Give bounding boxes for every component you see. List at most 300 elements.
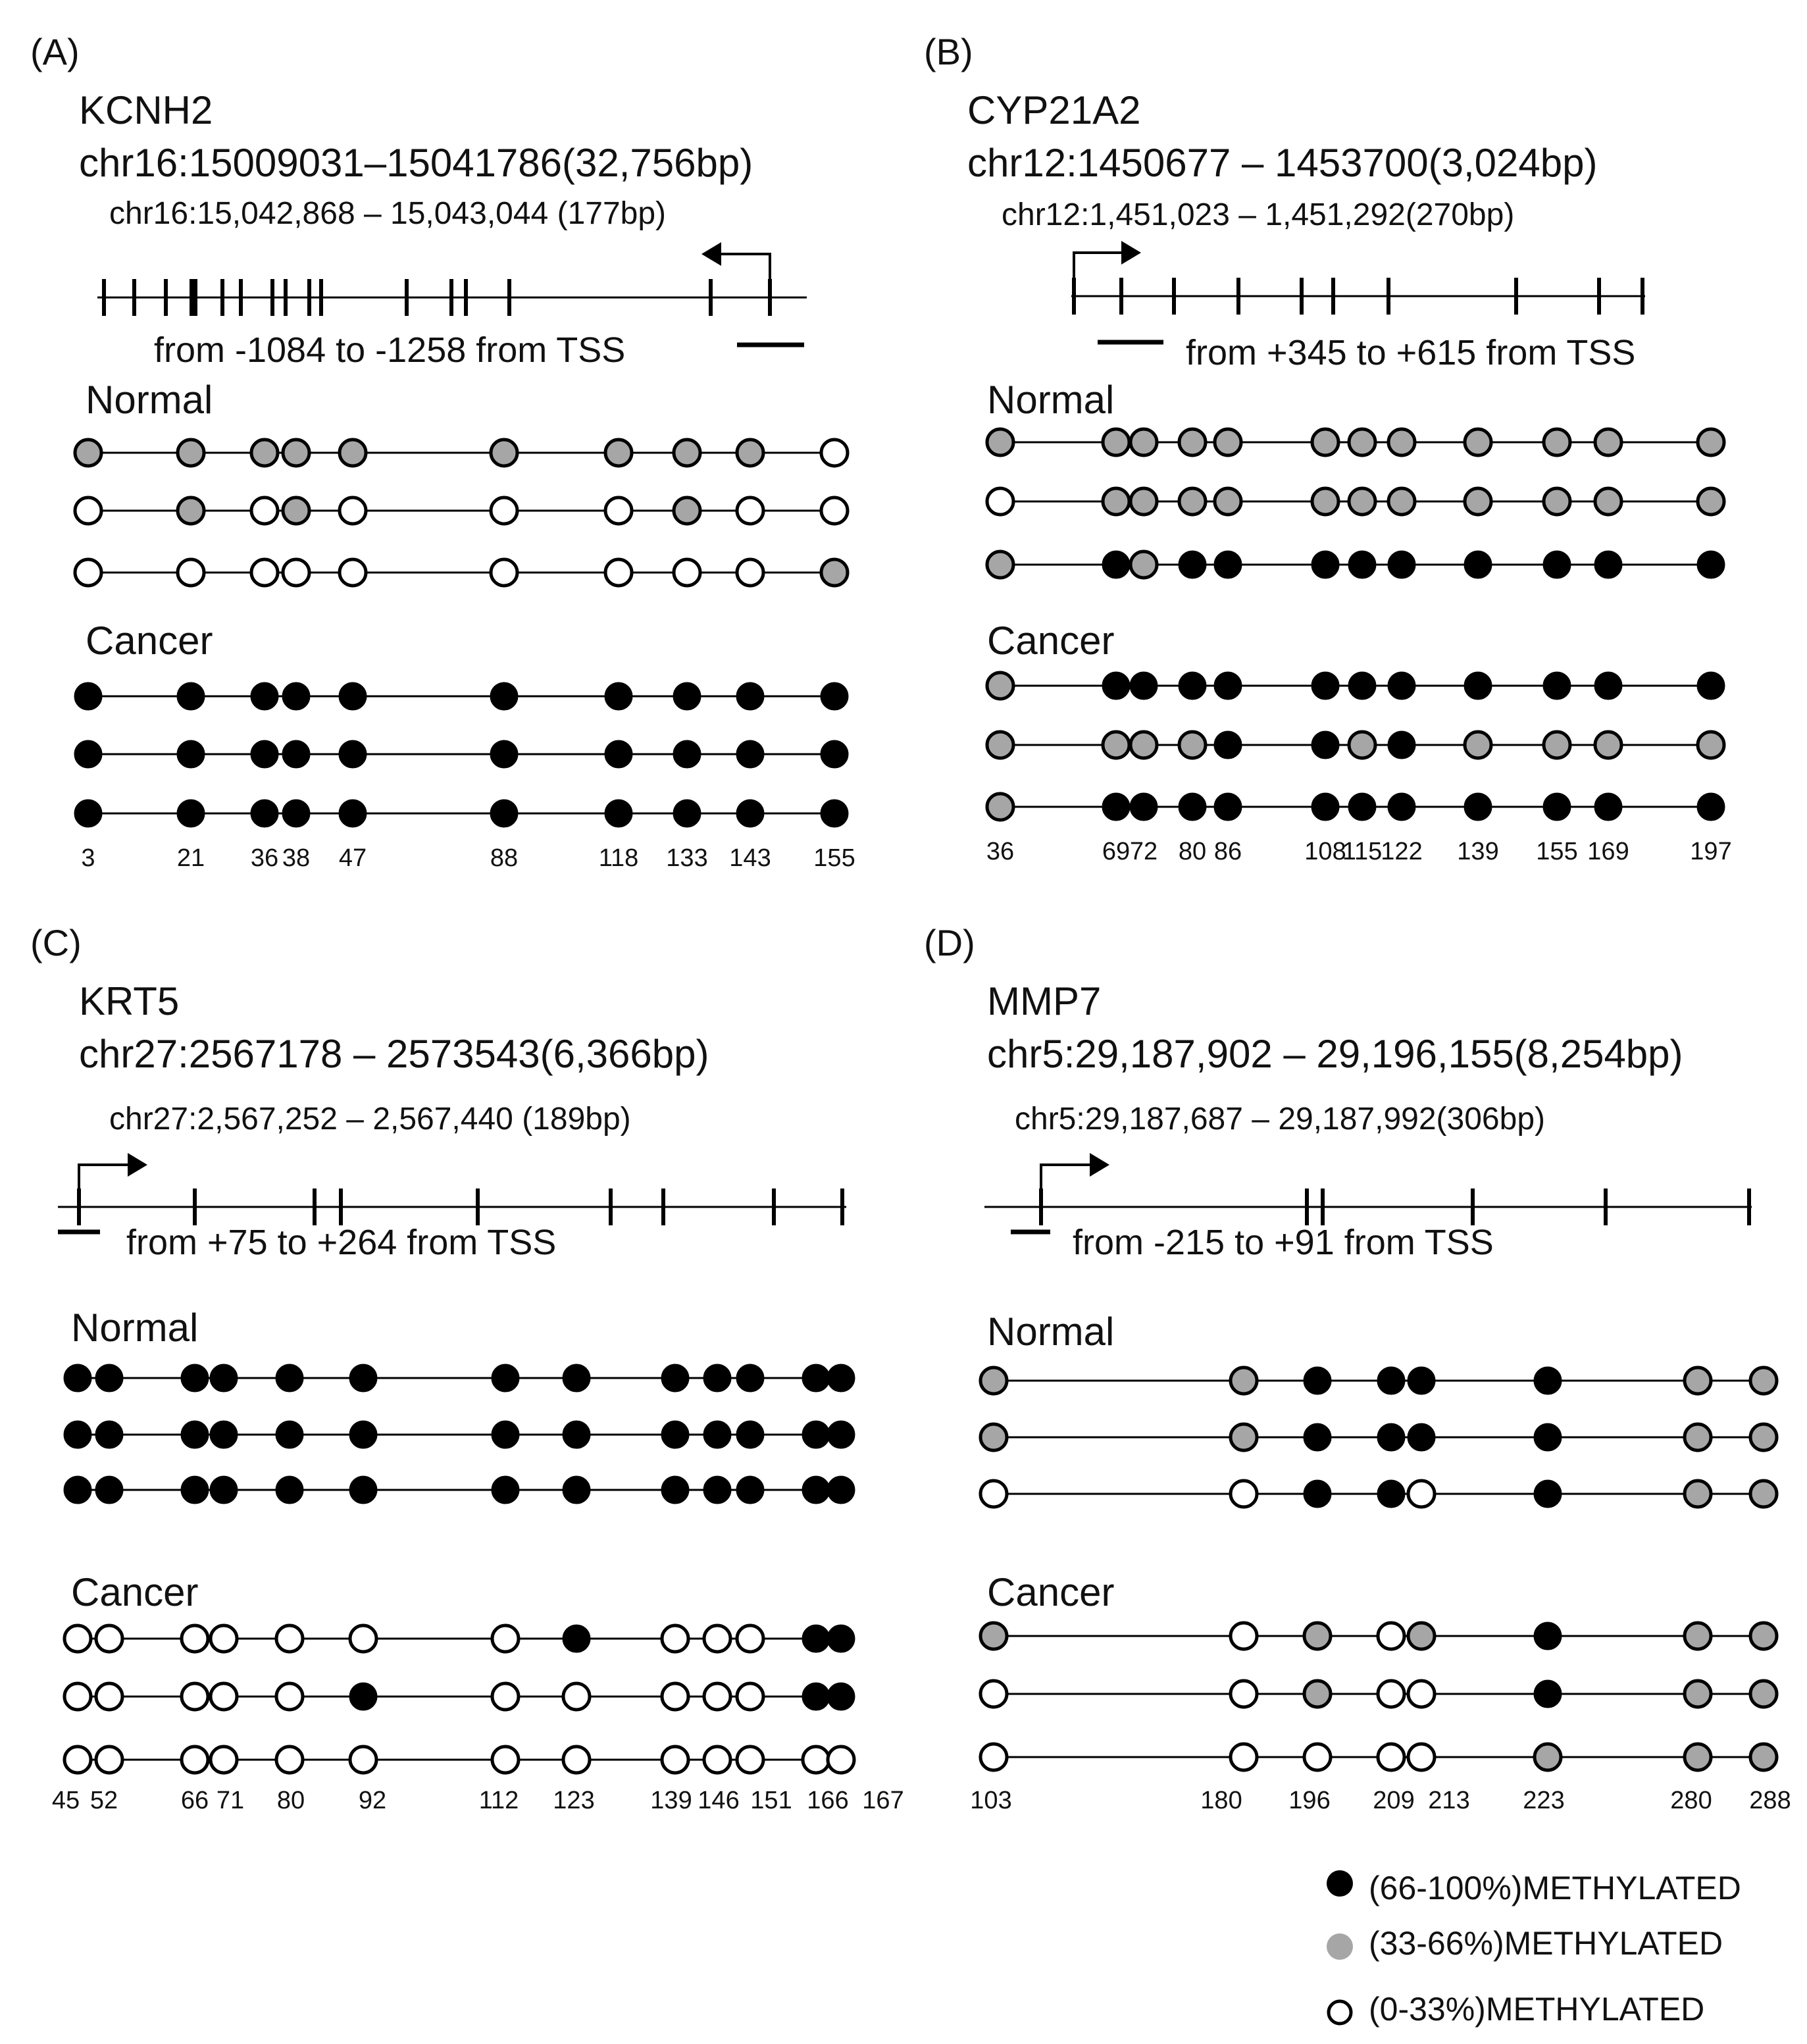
cpg-site-low: [1378, 1623, 1404, 1649]
cpg-position-label: 146: [698, 1787, 740, 1814]
cpg-position-label: 167: [862, 1787, 904, 1814]
cpg-site-high: [1378, 1481, 1404, 1507]
cpg-site-high: [674, 800, 700, 827]
cpg-site-high: [1408, 1424, 1435, 1450]
cpg-site-low: [737, 1683, 763, 1710]
cpg-site-high: [350, 1421, 376, 1448]
cpg-site-high: [1312, 732, 1338, 758]
cpg-site-high: [803, 1365, 829, 1391]
cpg-site-high: [803, 1477, 829, 1503]
cpg-site-mid: [1179, 732, 1206, 758]
region-description: from +75 to +264 from TSS: [126, 1223, 557, 1262]
cpg-site-high: [1388, 794, 1415, 820]
cpg-site-high: [178, 683, 204, 709]
cpg-site-high: [1465, 794, 1491, 820]
cpg-position-label: 123: [553, 1787, 595, 1814]
cpg-site-high: [563, 1625, 590, 1652]
cpg-site-mid: [1698, 732, 1724, 758]
cancer-label: Cancer: [987, 619, 1115, 663]
cpg-position-label: 66: [180, 1787, 209, 1814]
cpg-site-high: [350, 1365, 376, 1391]
cpg-site-low: [737, 1747, 763, 1773]
legend: [1327, 1870, 1741, 2028]
cpg-site-mid: [1750, 1681, 1777, 1707]
cpg-site-high: [737, 683, 763, 709]
gene-name: KRT5: [79, 979, 180, 1023]
cpg-site-low: [1378, 1681, 1404, 1707]
cpg-site-mid: [1388, 488, 1415, 515]
cpg-site-mid: [1349, 488, 1375, 515]
cpg-site-low: [340, 559, 366, 586]
cpg-site-high: [96, 1421, 122, 1448]
cpg-site-high: [704, 1365, 730, 1391]
gene-name: KCNH2: [79, 88, 213, 132]
cpg-site-low: [662, 1683, 688, 1710]
cpg-site-high: [1304, 1367, 1331, 1394]
cpg-site-high: [340, 741, 366, 767]
cpg-site-low: [563, 1683, 590, 1710]
cpg-site-high: [1103, 551, 1129, 578]
panel-label: (D): [924, 922, 975, 963]
cpg-site-high: [1349, 673, 1375, 699]
cpg-site-low: [64, 1683, 91, 1710]
cpg-site-low: [182, 1683, 208, 1710]
cpg-site-high: [828, 1365, 854, 1391]
cpg-site-high: [211, 1365, 237, 1391]
cpg-site-low: [828, 1747, 854, 1773]
cpg-position-label: 115: [1342, 838, 1383, 865]
panel-label: (A): [30, 31, 80, 72]
legend-swatch-mid: [1327, 1933, 1353, 1960]
cpg-site-high: [182, 1365, 208, 1391]
cpg-site-mid: [987, 551, 1013, 578]
cpg-site-mid: [1544, 488, 1570, 515]
cpg-site-high: [276, 1421, 303, 1448]
cpg-site-mid: [980, 1424, 1007, 1450]
legend-item-mid: [1327, 1925, 1723, 1962]
cpg-position-label: 155: [813, 844, 855, 872]
cpg-position-label: 139: [650, 1787, 692, 1814]
cpg-site-low: [492, 1625, 519, 1652]
cpg-position-label: 47: [338, 844, 367, 872]
cpg-site-mid: [1595, 488, 1621, 515]
cpg-site-high: [1215, 673, 1241, 699]
cpg-site-low: [75, 498, 101, 524]
cpg-site-high: [1388, 732, 1415, 758]
legend-item-high: [1327, 1870, 1741, 1906]
panel-label: (B): [924, 31, 973, 72]
cpg-site-high: [276, 1365, 303, 1391]
cpg-site-mid: [1131, 732, 1157, 758]
cpg-site-high: [1179, 551, 1206, 578]
cpg-site-low: [704, 1747, 730, 1773]
cpg-site-mid: [987, 732, 1013, 758]
cpg-site-high: [96, 1477, 122, 1503]
cpg-site-high: [1465, 673, 1491, 699]
cpg-position-label: 133: [666, 844, 708, 872]
cpg-position-label: 52: [89, 1787, 118, 1814]
cpg-position-label: 213: [1428, 1787, 1470, 1814]
cpg-site-high: [674, 683, 700, 709]
cpg-site-mid: [674, 498, 700, 524]
legend-swatch-high: [1327, 1870, 1353, 1897]
cpg-site-high: [1408, 1367, 1435, 1394]
cpg-site-mid: [1750, 1481, 1777, 1507]
cpg-site-high: [605, 741, 632, 767]
cpg-position-label: 69: [1102, 838, 1131, 865]
cpg-site-high: [350, 1683, 376, 1710]
cpg-site-high: [563, 1421, 590, 1448]
cpg-site-mid: [1312, 488, 1338, 515]
cpg-site-mid: [283, 440, 309, 466]
gene-coordinates: chr5:29,187,902 – 29,196,155(8,254bp): [987, 1032, 1683, 1076]
cpg-site-mid: [1179, 429, 1206, 455]
cpg-site-mid: [1231, 1367, 1257, 1394]
panel-label: (C): [30, 922, 82, 963]
cpg-site-high: [737, 1421, 763, 1448]
cpg-site-high: [1103, 794, 1129, 820]
cpg-site-low: [96, 1625, 122, 1652]
cpg-site-low: [276, 1625, 303, 1652]
cpg-site-mid: [283, 498, 309, 524]
cpg-site-high: [178, 800, 204, 827]
cpg-site-high: [1465, 551, 1491, 578]
cpg-site-mid: [987, 673, 1013, 699]
cpg-site-high: [1103, 673, 1129, 699]
cpg-site-low: [1304, 1744, 1331, 1770]
cpg-site-high: [704, 1421, 730, 1448]
cpg-site-mid: [1465, 429, 1491, 455]
region-coordinates: chr16:15,042,868 – 15,043,044 (177bp): [109, 196, 667, 231]
legend-swatch-low: [1329, 2001, 1351, 2024]
cpg-site-low: [251, 559, 278, 586]
cpg-site-low: [662, 1625, 688, 1652]
cpg-site-mid: [1312, 429, 1338, 455]
cpg-site-high: [1535, 1424, 1561, 1450]
cpg-site-mid: [987, 429, 1013, 455]
cpg-site-high: [1595, 551, 1621, 578]
cpg-site-mid: [178, 440, 204, 466]
cpg-site-low: [821, 440, 848, 466]
cpg-site-mid: [1131, 488, 1157, 515]
cpg-site-high: [1131, 794, 1157, 820]
cpg-site-high: [1131, 673, 1157, 699]
gene-coordinates: chr16:15009031–15041786(32,756bp): [79, 141, 753, 185]
cpg-site-mid: [1408, 1623, 1435, 1649]
cpg-position-label: 180: [1200, 1787, 1242, 1814]
cpg-site-high: [182, 1477, 208, 1503]
cpg-site-low: [491, 498, 517, 524]
cpg-position-label: 223: [1523, 1787, 1565, 1814]
cpg-site-mid: [1750, 1623, 1777, 1649]
cpg-site-mid: [178, 498, 204, 524]
cpg-site-mid: [1103, 732, 1129, 758]
cpg-site-high: [283, 683, 309, 709]
cpg-site-low: [182, 1625, 208, 1652]
cpg-site-high: [64, 1365, 91, 1391]
cpg-site-mid: [821, 559, 848, 586]
cpg-site-mid: [251, 440, 278, 466]
cpg-site-low: [211, 1625, 237, 1652]
cpg-position-label: 122: [1381, 838, 1423, 865]
cpg-site-high: [75, 800, 101, 827]
cpg-site-mid: [1179, 488, 1206, 515]
cpg-position-label: 72: [1129, 838, 1158, 865]
cpg-site-high: [211, 1477, 237, 1503]
cpg-site-high: [563, 1477, 590, 1503]
cpg-site-mid: [1349, 429, 1375, 455]
cpg-site-mid: [1685, 1367, 1711, 1394]
legend-label: (33-66%)METHYLATED: [1369, 1925, 1723, 1962]
cpg-site-mid: [1304, 1623, 1331, 1649]
cpg-site-low: [674, 559, 700, 586]
cpg-site-mid: [1103, 488, 1129, 515]
region-description: from -215 to +91 from TSS: [1073, 1223, 1494, 1262]
cpg-site-high: [75, 741, 101, 767]
cpg-site-mid: [1465, 488, 1491, 515]
cpg-site-high: [1179, 673, 1206, 699]
cpg-site-low: [1231, 1681, 1257, 1707]
cpg-site-high: [1388, 551, 1415, 578]
cpg-site-high: [821, 683, 848, 709]
cpg-site-high: [828, 1625, 854, 1652]
cpg-site-mid: [605, 440, 632, 466]
cpg-site-mid: [1698, 429, 1724, 455]
cpg-position-label: 71: [216, 1787, 245, 1814]
cpg-site-low: [980, 1481, 1007, 1507]
cpg-site-mid: [1103, 429, 1129, 455]
cpg-site-low: [276, 1747, 303, 1773]
cpg-position-label: 45: [51, 1787, 80, 1814]
cpg-site-high: [821, 800, 848, 827]
cpg-site-low: [178, 559, 204, 586]
cpg-site-low: [96, 1747, 122, 1773]
cpg-site-mid: [1685, 1744, 1711, 1770]
cpg-site-high: [1378, 1424, 1404, 1450]
cpg-site-high: [662, 1365, 688, 1391]
cpg-site-low: [704, 1625, 730, 1652]
cpg-site-low: [1408, 1481, 1435, 1507]
cpg-site-low: [803, 1747, 829, 1773]
cpg-site-high: [1349, 551, 1375, 578]
cpg-site-mid: [1750, 1744, 1777, 1770]
cpg-site-low: [1408, 1681, 1435, 1707]
cpg-site-low: [1231, 1623, 1257, 1649]
cpg-site-high: [350, 1477, 376, 1503]
cpg-site-high: [828, 1421, 854, 1448]
cpg-site-high: [251, 800, 278, 827]
cpg-site-low: [1231, 1481, 1257, 1507]
cpg-site-high: [1304, 1424, 1331, 1450]
cpg-site-high: [178, 741, 204, 767]
cpg-site-high: [1349, 794, 1375, 820]
cpg-site-mid: [1750, 1424, 1777, 1450]
cpg-site-high: [211, 1421, 237, 1448]
cpg-site-high: [803, 1683, 829, 1710]
cpg-site-low: [662, 1747, 688, 1773]
cpg-site-high: [491, 683, 517, 709]
legend-item-low: [1329, 1991, 1704, 2028]
region-coordinates: chr27:2,567,252 – 2,567,440 (189bp): [109, 1102, 631, 1137]
cpg-position-label: 169: [1587, 838, 1629, 865]
cpg-site-low: [492, 1747, 519, 1773]
cpg-site-low: [737, 559, 763, 586]
cpg-site-mid: [1131, 551, 1157, 578]
cpg-site-mid: [1698, 488, 1724, 515]
cpg-site-mid: [980, 1367, 1007, 1394]
gene-coordinates: chr12:1450677 – 1453700(3,024bp): [967, 141, 1598, 185]
cancer-label: Cancer: [86, 619, 213, 663]
normal-label: Normal: [86, 378, 213, 422]
legend-label: (0-33%)METHYLATED: [1369, 1991, 1705, 2028]
cpg-site-low: [737, 1625, 763, 1652]
gene-name: CYP21A2: [967, 88, 1141, 132]
cpg-site-high: [1179, 794, 1206, 820]
cpg-position-label: 36: [250, 844, 279, 872]
cpg-site-low: [1378, 1744, 1404, 1770]
cpg-site-low: [211, 1747, 237, 1773]
cpg-site-high: [1535, 1367, 1561, 1394]
cpg-site-high: [1595, 673, 1621, 699]
cpg-site-high: [1535, 1681, 1561, 1707]
cpg-site-low: [491, 559, 517, 586]
cpg-position-label: 3: [81, 844, 95, 872]
cpg-site-high: [492, 1421, 519, 1448]
cpg-site-mid: [1595, 732, 1621, 758]
region-description: from -1084 to -1258 from TSS: [154, 330, 626, 370]
cpg-position-label: 166: [807, 1787, 849, 1814]
cpg-site-low: [821, 498, 848, 524]
normal-label: Normal: [987, 1310, 1115, 1354]
cpg-site-high: [674, 741, 700, 767]
cpg-site-high: [1215, 794, 1241, 820]
cpg-site-mid: [1535, 1744, 1561, 1770]
cpg-site-low: [211, 1683, 237, 1710]
cpg-site-low: [75, 559, 101, 586]
cpg-site-high: [283, 800, 309, 827]
cpg-site-high: [821, 741, 848, 767]
gene-coordinates: chr27:2567178 – 2573543(6,366bp): [79, 1032, 709, 1076]
cpg-site-high: [737, 1477, 763, 1503]
cpg-site-low: [987, 488, 1013, 515]
cpg-site-high: [737, 800, 763, 827]
cpg-site-high: [75, 683, 101, 709]
cpg-site-mid: [1349, 732, 1375, 758]
cpg-site-high: [1544, 673, 1570, 699]
cpg-site-mid: [1215, 488, 1241, 515]
cpg-site-low: [605, 498, 632, 524]
cpg-site-high: [1388, 673, 1415, 699]
cpg-position-label: 155: [1536, 838, 1578, 865]
cpg-site-mid: [1304, 1681, 1331, 1707]
cpg-position-label: 209: [1373, 1787, 1415, 1814]
cpg-site-high: [828, 1683, 854, 1710]
cpg-site-high: [1535, 1481, 1561, 1507]
cpg-site-mid: [1685, 1623, 1711, 1649]
cpg-site-mid: [1131, 429, 1157, 455]
cpg-site-low: [96, 1683, 122, 1710]
cpg-position-label: 92: [358, 1787, 387, 1814]
normal-label: Normal: [987, 378, 1115, 422]
cpg-position-label: 139: [1457, 838, 1499, 865]
cpg-site-mid: [1388, 429, 1415, 455]
cpg-site-high: [1698, 794, 1724, 820]
normal-label: Normal: [71, 1306, 199, 1350]
cpg-site-high: [1312, 673, 1338, 699]
region-description: from +345 to +615 from TSS: [1186, 333, 1636, 372]
cpg-site-high: [491, 800, 517, 827]
cpg-site-high: [704, 1477, 730, 1503]
cpg-site-high: [492, 1477, 519, 1503]
cpg-position-label: 143: [729, 844, 771, 872]
cpg-site-high: [803, 1625, 829, 1652]
cpg-site-mid: [987, 794, 1013, 820]
cpg-site-mid: [737, 440, 763, 466]
cpg-position-label: 112: [478, 1787, 519, 1814]
cpg-site-high: [737, 741, 763, 767]
cpg-site-high: [1312, 551, 1338, 578]
cpg-site-mid: [1685, 1424, 1711, 1450]
cpg-site-high: [1595, 794, 1621, 820]
cpg-site-high: [276, 1477, 303, 1503]
cpg-site-high: [605, 683, 632, 709]
cpg-site-high: [96, 1365, 122, 1391]
cancer-label: Cancer: [987, 1570, 1115, 1614]
cpg-site-low: [182, 1747, 208, 1773]
cpg-site-high: [662, 1477, 688, 1503]
cpg-site-high: [64, 1477, 91, 1503]
cpg-site-high: [492, 1365, 519, 1391]
cpg-position-label: 280: [1670, 1787, 1712, 1814]
cpg-site-high: [1378, 1367, 1404, 1394]
cpg-site-high: [1215, 551, 1241, 578]
cpg-site-low: [340, 498, 366, 524]
cpg-position-label: 196: [1288, 1787, 1331, 1814]
cpg-site-high: [828, 1477, 854, 1503]
cpg-site-high: [340, 800, 366, 827]
cpg-site-low: [1231, 1744, 1257, 1770]
cpg-position-label: 288: [1749, 1787, 1791, 1814]
cpg-site-mid: [1595, 429, 1621, 455]
cpg-site-mid: [1215, 429, 1241, 455]
cpg-position-label: 36: [986, 838, 1015, 865]
cpg-site-high: [251, 741, 278, 767]
cpg-site-mid: [75, 440, 101, 466]
cpg-site-low: [350, 1625, 376, 1652]
region-coordinates: chr5:29,187,687 – 29,187,992(306bp): [1015, 1102, 1545, 1137]
cpg-site-low: [64, 1625, 91, 1652]
cpg-site-high: [1698, 551, 1724, 578]
cpg-site-mid: [340, 440, 366, 466]
cpg-site-high: [491, 741, 517, 767]
cpg-site-high: [1544, 551, 1570, 578]
cpg-position-label: 197: [1690, 838, 1732, 865]
cpg-site-high: [1215, 732, 1241, 758]
cpg-position-label: 118: [598, 844, 639, 872]
cpg-site-low: [980, 1681, 1007, 1707]
cpg-site-high: [340, 683, 366, 709]
cpg-site-mid: [674, 440, 700, 466]
cpg-site-mid: [980, 1623, 1007, 1649]
cpg-site-low: [737, 498, 763, 524]
cpg-site-low: [980, 1744, 1007, 1770]
cpg-site-mid: [1231, 1424, 1257, 1450]
cpg-site-low: [251, 498, 278, 524]
cpg-position-label: 151: [750, 1787, 792, 1814]
cpg-site-high: [283, 741, 309, 767]
cpg-position-label: 86: [1213, 838, 1242, 865]
cpg-site-high: [563, 1365, 590, 1391]
